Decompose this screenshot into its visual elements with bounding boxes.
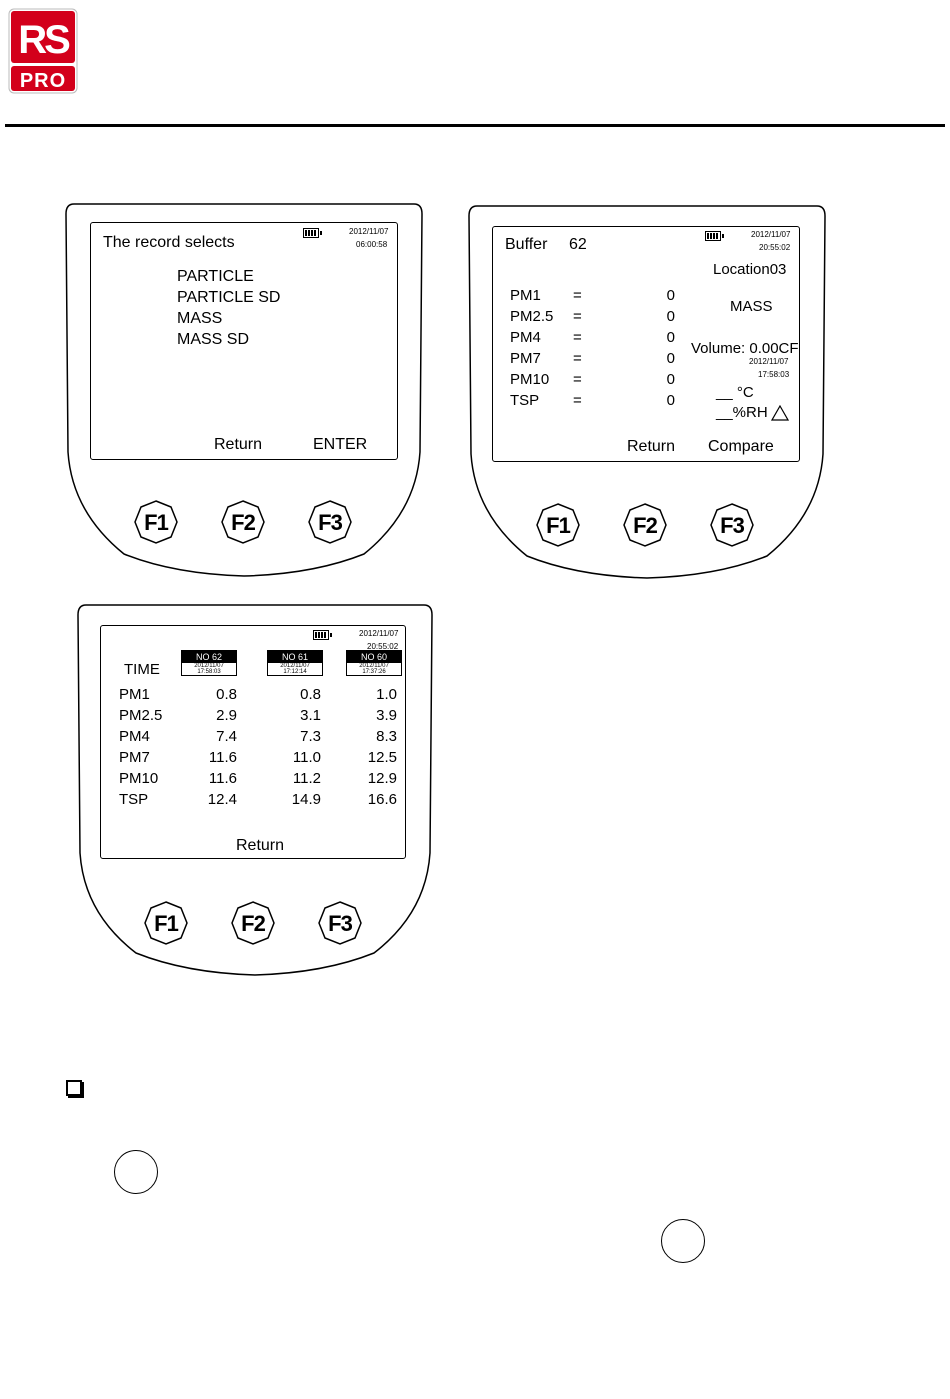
softkey-return[interactable]: Return — [236, 837, 285, 854]
lcd-screen — [492, 226, 800, 462]
location-name: Location03 — [713, 261, 787, 278]
circle-key-icon — [114, 1150, 158, 1194]
row-label: PM1 — [510, 287, 541, 304]
mode-label: MASS — [730, 298, 773, 315]
rs-pro-logo — [8, 8, 78, 94]
row-value: 0 — [666, 287, 675, 304]
softkey-return[interactable]: Return — [627, 438, 676, 455]
row-label: PM7 — [119, 749, 150, 766]
logo-pro: PRO — [19, 70, 67, 92]
record-date: 2012/11/07 — [194, 663, 224, 669]
softkey-compare[interactable]: Compare — [708, 438, 774, 455]
screen-time: 20:55:02 — [367, 642, 399, 651]
row-label: TSP — [119, 791, 149, 808]
row-label: PM2.5 — [510, 308, 554, 325]
row-value: 0 — [666, 308, 675, 325]
f3-key[interactable] — [318, 901, 362, 945]
f3-key-label: F3 — [328, 911, 352, 936]
temperature-readout: __ °C — [716, 384, 754, 401]
option-mass[interactable]: MASS — [177, 310, 223, 327]
f2-key-label: F2 — [241, 911, 265, 936]
cell-value: 11.2 — [292, 770, 321, 787]
f1-key-label: F1 — [144, 510, 168, 535]
checkbox-bullet-icon — [66, 1080, 82, 1096]
row-value: 0 — [666, 392, 675, 409]
volume-readout: Volume: 0.00CF — [691, 340, 799, 357]
f3-key-label: F3 — [318, 510, 342, 535]
battery-icon — [303, 228, 319, 238]
f3-key[interactable] — [710, 503, 754, 547]
f1-key-label: F1 — [154, 911, 178, 936]
device-panel-compare — [76, 603, 434, 979]
row-eq: = — [573, 329, 582, 346]
cell-value: 11.6 — [208, 770, 237, 787]
record-header-60 — [346, 650, 402, 676]
record-number: NO 61 — [268, 651, 322, 663]
cell-value: 16.6 — [367, 791, 397, 808]
header-rule — [5, 124, 945, 127]
record-header-61 — [267, 650, 323, 676]
record-date: 2012/11/07 — [749, 357, 789, 366]
humidity-readout: __%RH — [716, 404, 768, 421]
device-panel-record-select — [64, 202, 424, 580]
cell-value: 11.6 — [208, 749, 237, 766]
record-time: 17:37:26 — [362, 669, 386, 675]
row-eq: = — [573, 392, 582, 409]
f2-key[interactable] — [231, 901, 275, 945]
f1-key[interactable] — [536, 503, 580, 547]
screen-date: 2012/11/07 — [359, 629, 399, 638]
row-label: PM4 — [510, 329, 541, 346]
row-label: PM4 — [119, 728, 150, 745]
lcd-screen — [90, 222, 398, 460]
row-eq: = — [573, 308, 582, 325]
record-date: 2012/11/07 — [280, 663, 310, 669]
record-header-62 — [181, 650, 237, 676]
device-panel-buffer — [467, 204, 827, 582]
cell-value: 7.4 — [216, 728, 237, 745]
screen-title: The record selects — [103, 234, 235, 251]
f1-key[interactable] — [134, 500, 178, 544]
screen-time: 20:55:02 — [759, 243, 791, 252]
cell-value: 3.9 — [376, 707, 397, 724]
f1-key-label: F1 — [546, 513, 570, 538]
row-eq: = — [573, 287, 582, 304]
cell-value: 14.9 — [291, 791, 321, 808]
f2-key-label: F2 — [231, 510, 255, 535]
circle-key-icon — [661, 1219, 705, 1263]
cell-value: 2.9 — [216, 707, 237, 724]
row-label: TSP — [510, 392, 540, 409]
row-value: 0 — [666, 350, 675, 367]
screen-date: 2012/11/07 — [751, 230, 791, 239]
option-particle[interactable]: PARTICLE — [177, 268, 254, 285]
row-label: PM7 — [510, 350, 541, 367]
row-eq: = — [573, 350, 582, 367]
cell-value: 12.9 — [367, 770, 397, 787]
record-date: 2012/11/07 — [359, 663, 389, 669]
f2-key-label: F2 — [633, 513, 657, 538]
row-eq: = — [573, 371, 582, 388]
row-label: PM2.5 — [119, 707, 163, 724]
f2-key[interactable] — [221, 500, 265, 544]
row-value: 0 — [666, 329, 675, 346]
battery-icon — [705, 231, 721, 241]
record-time: 17:58:03 — [197, 669, 221, 675]
option-particle-sd[interactable]: PARTICLE SD — [177, 289, 281, 306]
buffer-value: 62 — [569, 236, 587, 253]
f3-key[interactable] — [308, 500, 352, 544]
buffer-label: Buffer — [505, 236, 548, 253]
softkey-return[interactable]: Return — [214, 436, 263, 453]
row-label: PM1 — [119, 686, 150, 703]
row-label: PM10 — [510, 371, 550, 388]
f2-key[interactable] — [623, 503, 667, 547]
f3-key-label: F3 — [720, 513, 744, 538]
cell-value: 0.8 — [300, 686, 321, 703]
cell-value: 3.1 — [300, 707, 321, 724]
record-number: NO 60 — [347, 651, 401, 663]
row-value: 0 — [666, 371, 675, 388]
warning-triangle-icon — [771, 405, 789, 421]
softkey-enter[interactable]: ENTER — [313, 436, 368, 453]
cell-value: 1.0 — [376, 686, 397, 703]
option-mass-sd[interactable]: MASS SD — [177, 331, 250, 348]
cell-value: 8.3 — [376, 728, 397, 745]
record-number: NO 62 — [182, 651, 236, 663]
record-time: 17:58:03 — [758, 370, 790, 379]
screen-time: 06:00:58 — [356, 240, 388, 249]
cell-value: 7.3 — [300, 728, 321, 745]
cell-value: 11.0 — [292, 749, 321, 766]
time-label: TIME — [124, 661, 160, 678]
record-time: 17:12:14 — [283, 669, 307, 675]
f1-key[interactable] — [144, 901, 188, 945]
screen-date: 2012/11/07 — [349, 227, 389, 236]
logo-rs: RS — [18, 18, 68, 62]
row-label: PM10 — [119, 770, 159, 787]
battery-icon — [313, 630, 329, 640]
cell-value: 12.4 — [207, 791, 237, 808]
cell-value: 0.8 — [216, 686, 237, 703]
lcd-screen — [100, 625, 406, 859]
cell-value: 12.5 — [367, 749, 397, 766]
